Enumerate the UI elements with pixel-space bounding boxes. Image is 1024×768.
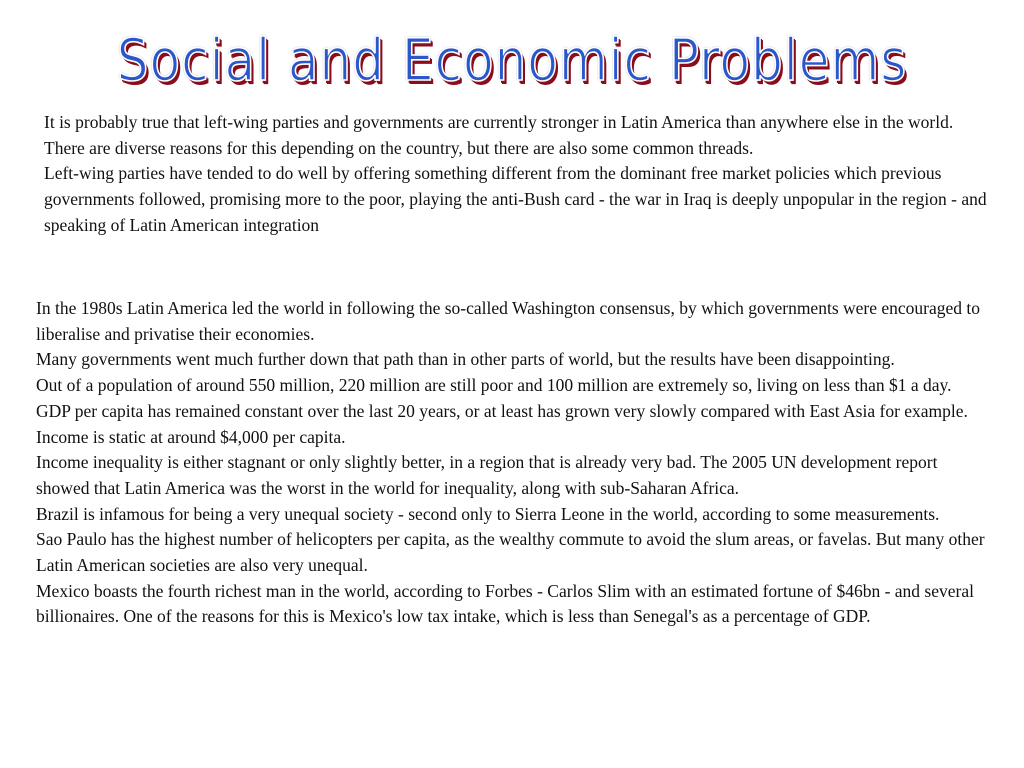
body-paragraph: Brazil is infamous for being a very unequal society - second only to Sierra Leone in the world, according to some measurements. [36,503,940,524]
body-paragraph: GDP per capita has remained constant over the last 20 years, or at least has grown very slowly compared with East Asia for example. Income is static at around $4,000 per capita. [36,400,968,447]
intro-paragraph: Left-wing parties have tended to do well by offering something different from the dominant free market policies which previous governments followed, promising more to the poor, playing the anti-Bush card - the war in Iraq is deeply unpopular in the region - and speaking of Latin American integration [44,163,987,235]
body-paragraph: Income inequality is either stagnant or only slightly better, in a region that is already very bad. The 2005 UN development report showed that Latin America was the worst in the world for inequality, along with sub-Saharan Africa. [36,452,938,498]
intro-paragraph: It is probably true that left-wing parties and governments are currently stronger in Latin America than anywhere else in the world. There are diverse reasons for this depending on the country, but there are also some common threads. [44,112,954,158]
body-paragraph: Sao Paulo has the highest number of helicopters per capita, as the wealthy commute to avoid the slum areas, or favelas. But many other Latin American societies are also very unequal. [36,529,985,576]
body-paragraph: Mexico boasts the fourth richest man in the world, according to Forbes - Carlos Slim with an estimated fortune of $46bn - and several billionaires. One of the reasons for this is Mexico's low tax intake, which is less than Senegal's as a percentage of GDP. [36,580,974,627]
intro-text-block [44,110,994,239]
slide-title: Social and Economic Problems [116,26,908,94]
body-paragraph: In the 1980s Latin America led the world in following the so-called Washington consensus, by which governments were encouraged to liberalise and privatise their economies. [36,298,981,344]
body-text-block [36,296,986,630]
body-paragraph: Many governments went much further down that path than in other parts of world, but the results have been disappointing. [36,349,895,370]
body-paragraph: Out of a population of around 550 million, 220 million are still poor and 100 million are extremely so, living on less than $1 a day. [36,375,952,396]
